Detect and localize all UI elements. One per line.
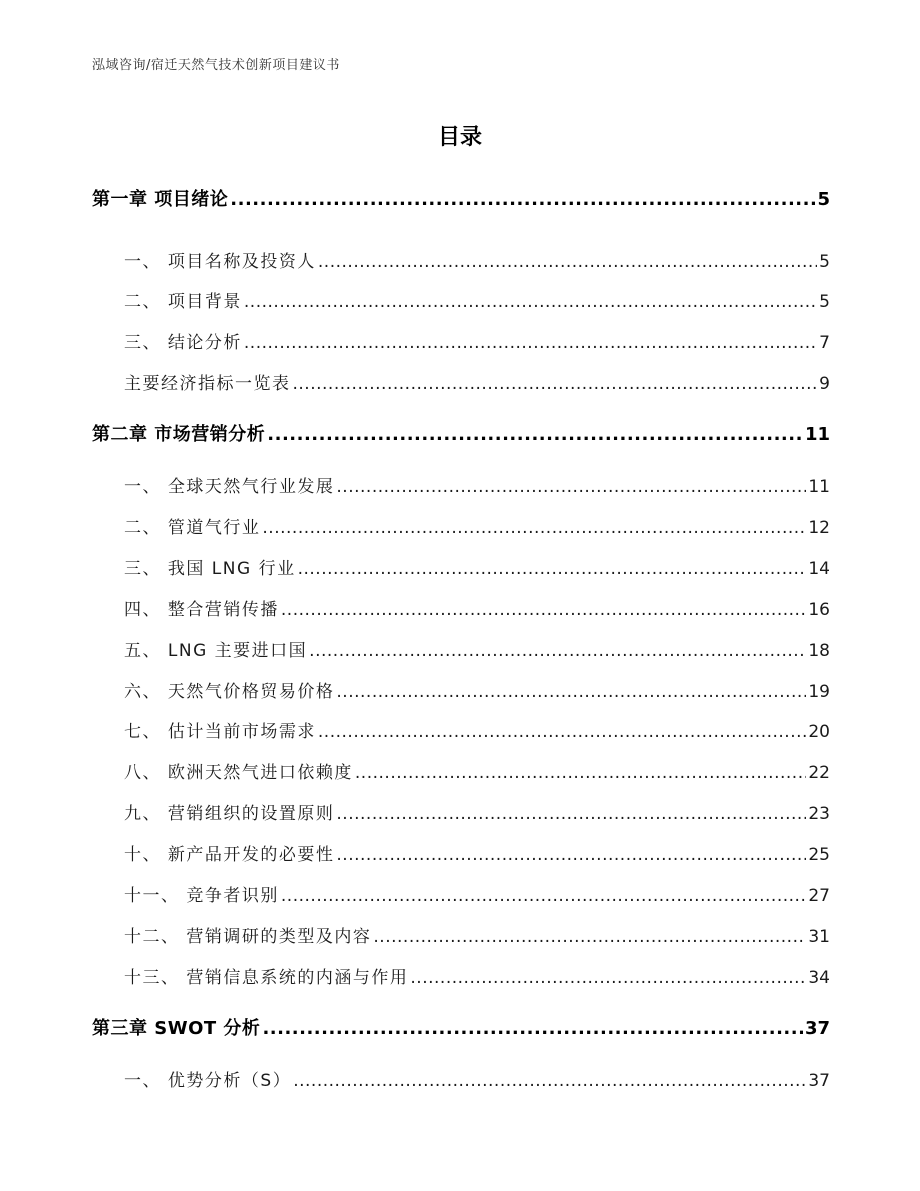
- toc-page-number: 16: [808, 600, 830, 620]
- toc-section[interactable]: [124, 287, 830, 311]
- toc-page-number: 11: [808, 477, 830, 497]
- toc-page-number: 34: [808, 968, 830, 988]
- toc-label: 第二章 市场营销分析: [92, 424, 266, 445]
- toc-section[interactable]: [124, 717, 830, 741]
- toc-label: 三、 我国 LNG 行业: [124, 559, 296, 579]
- toc-chapter-1[interactable]: [92, 185, 830, 211]
- dot-leader: [336, 845, 806, 865]
- toc-section[interactable]: [124, 369, 830, 393]
- toc-page-number: 12: [808, 518, 830, 538]
- toc-chapter-2[interactable]: [92, 420, 830, 446]
- toc-page-number: 23: [808, 804, 830, 824]
- dot-leader: [373, 927, 806, 947]
- toc-label: 十一、 竞争者识别: [124, 886, 279, 906]
- toc-section[interactable]: [124, 758, 830, 782]
- dot-leader: [336, 682, 806, 702]
- dot-leader: [293, 374, 818, 394]
- toc-section[interactable]: [124, 513, 830, 537]
- toc-page-number: 5: [817, 189, 830, 210]
- dot-leader: [410, 968, 806, 988]
- toc-label: 十、 新产品开发的必要性: [124, 845, 335, 865]
- toc-page-number: 25: [808, 845, 830, 865]
- toc-page-number: 37: [808, 1071, 830, 1091]
- toc-label: 主要经济指标一览表: [124, 374, 291, 394]
- toc-section[interactable]: [124, 799, 830, 823]
- dot-leader: [281, 886, 806, 906]
- toc-section[interactable]: [124, 328, 830, 352]
- toc-section[interactable]: [124, 554, 830, 578]
- dot-leader: [318, 252, 817, 272]
- dot-leader: [355, 763, 806, 783]
- toc-page-number: 7: [819, 333, 830, 353]
- toc-label: 八、 欧洲天然气进口依赖度: [124, 763, 353, 783]
- dot-leader: [262, 1018, 803, 1039]
- toc-label: 九、 营销组织的设置原则: [124, 804, 335, 824]
- toc-section[interactable]: [124, 1066, 830, 1090]
- dot-leader: [230, 189, 815, 210]
- toc-page-number: 19: [808, 682, 830, 702]
- toc-section[interactable]: [124, 881, 830, 905]
- toc-section[interactable]: [124, 677, 830, 701]
- dot-leader: [318, 722, 806, 742]
- dot-leader: [298, 559, 807, 579]
- toc-label: 七、 估计当前市场需求: [124, 722, 316, 742]
- dot-leader: [336, 477, 806, 497]
- toc-page-number: 14: [808, 559, 830, 579]
- toc-page-number: 37: [804, 1018, 830, 1039]
- dot-leader: [244, 292, 817, 312]
- dot-leader: [336, 804, 806, 824]
- page-title: 目录: [437, 125, 482, 150]
- toc-section[interactable]: [124, 963, 830, 987]
- toc-page-number: 11: [804, 424, 830, 445]
- toc-label: 十三、 营销信息系统的内涵与作用: [124, 968, 409, 988]
- toc-page-number: 5: [819, 252, 830, 272]
- toc-page-number: 22: [808, 763, 830, 783]
- toc-label: 五、 LNG 主要进口国: [124, 641, 308, 661]
- toc-label: 一、 项目名称及投资人: [124, 252, 316, 272]
- toc-section[interactable]: [124, 247, 830, 271]
- toc-page-number: 27: [808, 886, 830, 906]
- dot-leader: [244, 333, 817, 353]
- toc-page-number: 5: [819, 292, 830, 312]
- toc-label: 三、 结论分析: [124, 333, 242, 353]
- toc-section[interactable]: [124, 595, 830, 619]
- toc-page-number: 18: [808, 641, 830, 661]
- toc-section[interactable]: [124, 840, 830, 864]
- dot-leader: [309, 641, 806, 661]
- toc-chapter-3[interactable]: [92, 1014, 830, 1040]
- toc-label: 二、 管道气行业: [124, 518, 261, 538]
- toc-section[interactable]: [124, 922, 830, 946]
- toc-page-number: 9: [819, 374, 830, 394]
- toc-page-number: 20: [808, 722, 830, 742]
- toc-section[interactable]: [124, 472, 830, 496]
- toc-label: 一、 优势分析（S）: [124, 1071, 292, 1091]
- dot-leader: [281, 600, 806, 620]
- toc-label: 六、 天然气价格贸易价格: [124, 682, 335, 702]
- toc-label: 第一章 项目绪论: [92, 189, 229, 210]
- toc-label: 第三章 SWOT 分析: [92, 1018, 261, 1039]
- toc-page-number: 31: [808, 927, 830, 947]
- toc-label: 二、 项目背景: [124, 292, 242, 312]
- dot-leader: [267, 424, 803, 445]
- toc-label: 十二、 营销调研的类型及内容: [124, 927, 372, 947]
- toc-label: 四、 整合营销传播: [124, 600, 279, 620]
- toc-section[interactable]: [124, 636, 830, 660]
- dot-leader: [293, 1071, 806, 1091]
- dot-leader: [262, 518, 806, 538]
- toc-label: 一、 全球天然气行业发展: [124, 477, 335, 497]
- document-header: 泓域咨询/宿迁天然气技术创新项目建议书: [92, 58, 340, 73]
